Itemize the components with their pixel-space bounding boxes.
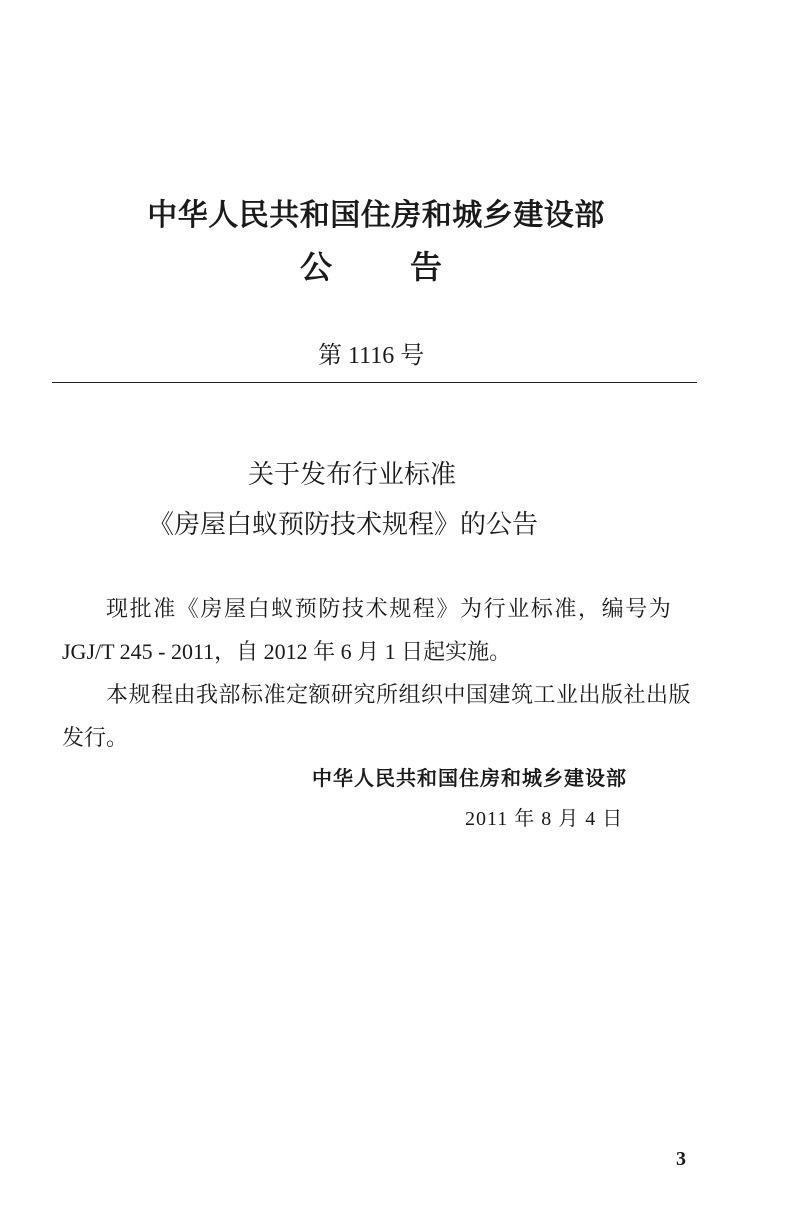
announcement-number: 第 1116 号 [318, 343, 425, 369]
subject-line-2: 《房屋白蚁预防技术规程》的公告 [148, 510, 539, 539]
page-number: 3 [676, 1148, 686, 1170]
signature-issuer: 中华人民共和国住房和城乡建设部 [312, 768, 627, 790]
issuer-title: 中华人民共和国住房和城乡建设部 [147, 199, 605, 232]
body-line: JGJ/T 245 - 2011，自 2012 年 6 月 1 日起实施。 [62, 639, 512, 664]
header-divider [52, 382, 697, 383]
subject-line-1: 关于发布行业标准 [248, 460, 457, 489]
doc-type-char-1: 公 [300, 249, 333, 285]
doc-type-char-2: 告 [410, 249, 443, 285]
signature-date: 2011 年 8 月 4 日 [465, 808, 624, 830]
body-line: 本规程由我部标准定额研究所组织中国建筑工业出版社出版 [106, 682, 692, 707]
body-line: 发行。 [62, 725, 129, 750]
body-line: 现批准《房屋白蚁预防技术规程》为行业标准，编号为 [106, 596, 673, 621]
